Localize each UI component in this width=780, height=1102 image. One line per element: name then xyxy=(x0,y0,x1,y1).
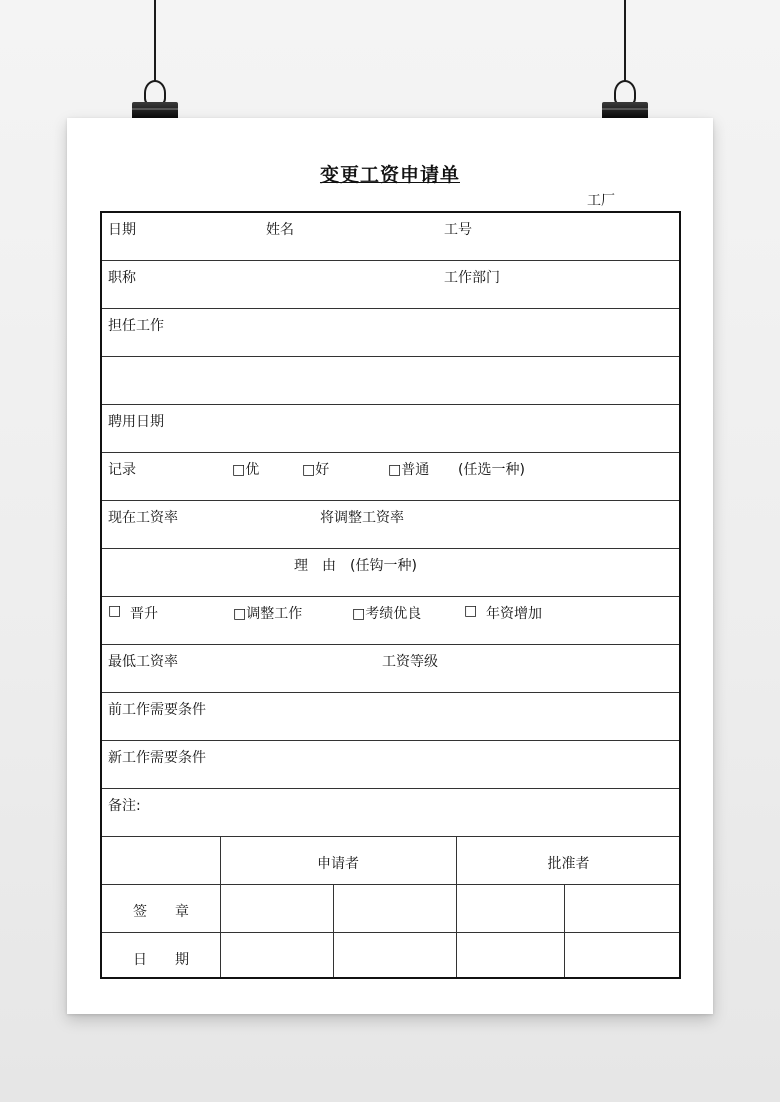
pay-grade-label: 工资等级 xyxy=(382,654,438,670)
row-basic-info xyxy=(102,213,679,261)
reason-option-performance[interactable]: □考绩优良 xyxy=(352,606,422,622)
row-blank xyxy=(102,357,679,405)
hanging-string-right xyxy=(624,0,626,82)
row-prev-requirements xyxy=(102,693,679,741)
row-title-dept xyxy=(102,261,679,309)
row-min-rate xyxy=(102,645,679,693)
reason-note: (任钩一种) xyxy=(350,558,417,574)
hanging-string-left xyxy=(154,0,156,82)
new-requirements-label: 新工作需要条件 xyxy=(108,750,206,766)
form-table xyxy=(100,211,681,979)
reason-label: 理 由 xyxy=(294,558,336,574)
row-hire-date xyxy=(102,405,679,453)
approver-header: 批准者 xyxy=(547,856,590,872)
form-title: 变更工资申请单 xyxy=(319,164,460,186)
row-record xyxy=(102,453,679,501)
form-paper xyxy=(67,118,713,1014)
sign-divider-1 xyxy=(220,837,221,977)
remark-label: 备注: xyxy=(108,798,141,814)
employee-number-label: 工号 xyxy=(444,222,472,238)
record-option-normal[interactable]: □普通 xyxy=(388,462,430,478)
min-pay-rate-label: 最低工资率 xyxy=(108,654,178,670)
row-job xyxy=(102,309,679,357)
reason-option-job-adjustment[interactable]: □调整工作 xyxy=(233,606,303,622)
adjusted-pay-rate-label: 将调整工资率 xyxy=(320,510,404,526)
record-option-excellent[interactable]: □优 xyxy=(232,462,260,478)
row-pay-rate xyxy=(102,501,679,549)
record-note: (任选一种) xyxy=(458,462,525,478)
name-label: 姓名 xyxy=(266,222,294,238)
sign-divider-4 xyxy=(564,885,565,977)
factory-label: 工厂 xyxy=(587,193,615,209)
hire-date-label: 聘用日期 xyxy=(108,414,164,430)
row-reason-header xyxy=(102,549,679,597)
row-new-requirements xyxy=(102,741,679,789)
job-title-label: 职称 xyxy=(108,270,136,286)
job-label: 担任工作 xyxy=(108,318,164,334)
reason-option-seniority: 年资增加 xyxy=(486,606,542,622)
sign-divider-3 xyxy=(333,885,334,977)
record-label: 记录 xyxy=(108,462,136,478)
sign-header-row xyxy=(102,837,679,885)
row-reason-options xyxy=(102,597,679,645)
sign-seal-row xyxy=(102,885,679,933)
checkbox-promotion[interactable]: □ xyxy=(108,603,122,619)
current-pay-rate-label: 现在工资率 xyxy=(108,510,178,526)
sign-divider-2 xyxy=(456,837,457,977)
seal-label: 签 章 xyxy=(133,904,189,920)
record-option-good[interactable]: □好 xyxy=(302,462,330,478)
sign-date-row xyxy=(102,933,679,979)
applicant-header: 申请者 xyxy=(317,856,359,872)
sign-date-label: 日 期 xyxy=(133,952,189,968)
checkbox-seniority[interactable]: □ xyxy=(464,603,478,619)
row-remark xyxy=(102,789,679,837)
department-label: 工作部门 xyxy=(444,270,500,286)
prev-requirements-label: 前工作需要条件 xyxy=(108,702,206,718)
date-label: 日期 xyxy=(108,222,136,238)
reason-option-promotion: 晋升 xyxy=(130,606,158,622)
